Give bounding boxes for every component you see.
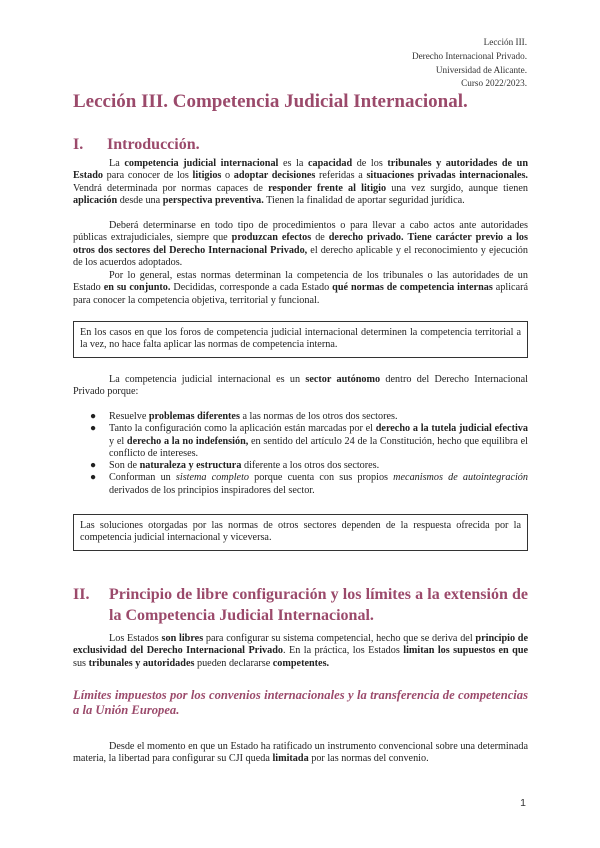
section-title: Principio de libre configuración y los límites a la extensión de la Competencia Judicial Internacional. bbox=[109, 586, 528, 624]
bold-text: competencia judicial internacional bbox=[124, 158, 279, 169]
text-run: de bbox=[311, 232, 329, 244]
header-subject: Derecho Internacional Privado. bbox=[411, 50, 527, 61]
bold-text: problemas diferentes bbox=[148, 411, 240, 422]
bold-text: naturaleza y estructura bbox=[139, 460, 242, 472]
text-run: para conocer de los bbox=[103, 170, 193, 182]
text-run: dentro del Derecho Internacional Privado porque: bbox=[73, 374, 528, 398]
document-title: Lección III. Competencia Judicial Internacional. bbox=[73, 91, 468, 112]
header-lesson: Lección III. bbox=[483, 37, 527, 47]
bold-text: responder frente al litigio bbox=[268, 182, 387, 194]
reasons-list bbox=[73, 411, 528, 497]
header-university: Universidad de Alicante. bbox=[435, 64, 527, 75]
list-item bbox=[73, 460, 528, 472]
paragraph-convention bbox=[73, 741, 528, 766]
text-run: una vez surgido, aunque tienen bbox=[386, 182, 528, 194]
text-run: Conforman un bbox=[109, 472, 176, 484]
paragraph-free-states bbox=[73, 633, 528, 670]
subsection-heading-limits: Límites impuestos por los convenios internacionales y la transferencia de competencias a la Unión Europea. bbox=[73, 688, 528, 717]
bold-text: son libres bbox=[161, 633, 204, 644]
list-item bbox=[73, 472, 528, 497]
text-run: . En la práctica, los Estados bbox=[283, 645, 404, 657]
text-run: en sentido del artículo 24 de la Constitución, hecho que equilibra el conflicto de intereses. bbox=[109, 435, 528, 459]
italic-text: sistema completo bbox=[175, 472, 249, 484]
text-run: el derecho aplicable y el reconocimiento y ejecución de los acuerdos adoptados. bbox=[73, 244, 528, 268]
text-run: La bbox=[109, 158, 125, 169]
text-run: Los Estados bbox=[109, 633, 162, 644]
bold-text: sector autónomo bbox=[305, 374, 381, 385]
bold-text: limitada bbox=[272, 753, 309, 765]
text-run: y el bbox=[109, 435, 127, 447]
bullet-icon: ● bbox=[90, 472, 97, 484]
italic-text: mecanismos de autointegración bbox=[393, 472, 528, 484]
list-item bbox=[73, 411, 528, 423]
list-item bbox=[73, 423, 528, 460]
paragraph-definition bbox=[73, 158, 528, 207]
bold-text: limitan los supuestos en que bbox=[403, 645, 529, 657]
text-run: La competencia judicial internacional es un bbox=[109, 374, 306, 385]
section-heading-introduccion bbox=[73, 136, 200, 154]
bold-text: Tiene carácter previo a los otros dos sectores del Derecho Internacional Privado, bbox=[73, 232, 528, 256]
text-run: referidas a bbox=[315, 170, 367, 182]
note-box-territorial: En los casos en que los foros de competencia judicial internacional determinen la competencia territorial a la vez, no hace falta aplicar las normas de competencia interna. bbox=[73, 321, 528, 358]
section-number: I. bbox=[73, 136, 84, 153]
section-title: Introducción. bbox=[107, 136, 200, 153]
bold-text: competentes. bbox=[272, 657, 330, 669]
text-run: Vendrá determinada por normas capaces de bbox=[73, 182, 269, 194]
bold-text: litigios bbox=[192, 170, 222, 182]
text-run: Decididas, corresponde a cada Estado bbox=[170, 282, 333, 294]
text-run: Tanto la configuración como la aplicación están marcadas por el bbox=[109, 423, 376, 435]
text-run: para configurar su sistema competencial, hecho que se deriva del bbox=[203, 633, 476, 644]
bold-text: produzcan efectos bbox=[231, 232, 312, 244]
paragraph-norms bbox=[73, 270, 528, 307]
section-number: II. bbox=[73, 586, 90, 603]
text-run: sus bbox=[73, 657, 89, 669]
bold-text: en su conjunto. bbox=[103, 282, 171, 294]
text-run: desde una bbox=[117, 194, 163, 206]
bold-text: tribunales y autoridades bbox=[88, 657, 195, 669]
bold-text: tribunales y autoridades de un Estado bbox=[73, 158, 528, 182]
text-run: es la bbox=[278, 158, 308, 169]
text-run: Deberá determinarse en todo tipo de procedimientos o para llevar a cabo actos ante autoridades públicas extrajudiciales, siempre que bbox=[73, 220, 528, 244]
text-run: Son de bbox=[109, 460, 140, 472]
bold-text: aplicación bbox=[73, 194, 118, 206]
page-number: 1 bbox=[520, 797, 526, 809]
text-run: Resuelve bbox=[109, 411, 149, 422]
header-course: Curso 2022/2023. bbox=[461, 78, 527, 89]
bold-text: adoptar decisiones bbox=[233, 170, 316, 182]
bullet-icon: ● bbox=[90, 423, 97, 435]
bullet-icon: ● bbox=[90, 411, 97, 422]
bold-text: situaciones privadas internacionales. bbox=[366, 170, 528, 182]
bold-text: qué normas de competencia internas bbox=[332, 282, 493, 294]
paragraph-procedures bbox=[73, 220, 528, 269]
text-run: a las normas de los otros dos sectores. bbox=[239, 411, 398, 422]
section-heading-libre-configuracion bbox=[73, 584, 528, 626]
text-run: de los bbox=[352, 158, 388, 169]
bold-text: derecho a la tutela judicial efectiva bbox=[375, 423, 528, 435]
text-run: Tienen la finalidad de aportar seguridad jurídica. bbox=[263, 194, 465, 206]
bold-text: capacidad bbox=[307, 158, 353, 169]
paragraph-autonomous-sector bbox=[73, 374, 528, 399]
text-run: aplicará para conocer la competencia objetiva, territorial y funcional. bbox=[73, 282, 528, 306]
text-run: diferente a los otros dos sectores. bbox=[241, 460, 380, 472]
text-run: pueden declararse bbox=[194, 657, 273, 669]
bold-text: principio de exclusividad del Derecho Internacional Privado bbox=[73, 633, 528, 657]
bold-text: derecho privado. bbox=[328, 232, 404, 244]
page-header bbox=[412, 36, 527, 91]
bold-text: derecho a la no indefensión, bbox=[126, 435, 249, 447]
text-run: porque cuenta con sus propios bbox=[249, 472, 394, 484]
text-run: Desde el momento en que un Estado ha ratificado un instrumento convencional sobre una determinada materia, la libertad para configurar su CJI queda bbox=[73, 741, 528, 765]
note-box-solutions: Las soluciones otorgadas por las normas de otros sectores dependen de la respuesta ofrecida por la competencia judicial internacional y viceversa. bbox=[73, 514, 528, 551]
text-run: por las normas del convenio. bbox=[308, 753, 429, 765]
bullet-icon: ● bbox=[90, 460, 97, 472]
text-run: Por lo general, estas normas determinan la competencia de los tribunales o las autoridades de un Estado bbox=[73, 270, 528, 294]
text-run: o bbox=[221, 170, 234, 182]
bold-text: perspectiva preventiva. bbox=[162, 194, 264, 206]
text-run: derivados de los principios inspiradores del sector. bbox=[109, 484, 315, 496]
